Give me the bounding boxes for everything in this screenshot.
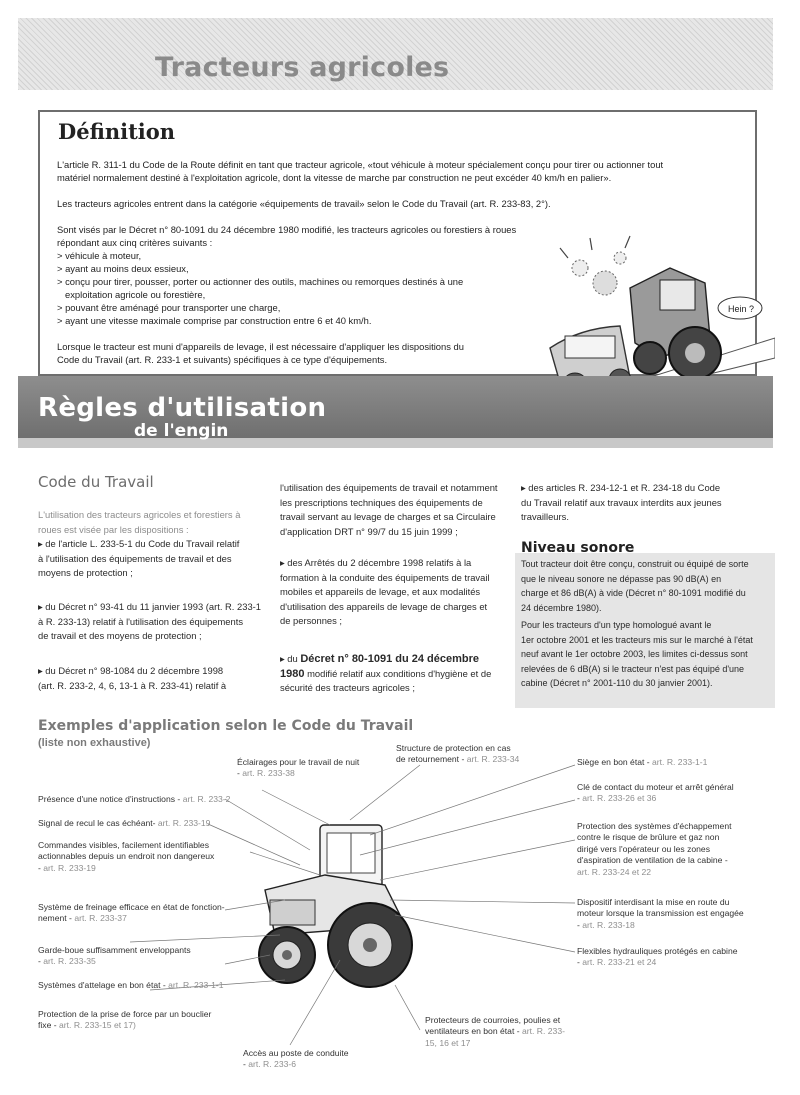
label-signal-recul: Signal de recul le cas échéant- art. R. 233-19 [38, 818, 211, 828]
col2-paragraph-3: ▸ du Décret n° 80-1091 du 24 décembre 1980 modifié relatif aux conditions d'hygiène et de sécurité des tracteurs agricoles ; [280, 653, 492, 694]
label-notice-instructions: Présence d'une notice d'instructions - art. R. 233-2 [38, 794, 231, 804]
definition-paragraph-3: Sont visés par le Décret n° 80-1091 du 24 décembre 1980 modifié, les tracteurs agricoles ou forestiers à roues répondant aux cinq critères suivants : > véhicule à moteur, > ayant au moins deux essieux, > conçu pour tirer, pousser, porter ou actionner des outils, machines ou remorques destinés à une exploitation agricole ou forestière, > pouvant être aménagé pour transporter une charge, > ayant une vitesse maximale comprise par construction entre 6 et 40 km/h. [57, 224, 517, 326]
label-acces-poste: Accès au poste de conduite - art. R. 233-6 [243, 1048, 349, 1070]
label-structure-protection: Structure de protection en cas de retournement - art. R. 233-34 [396, 743, 520, 765]
page-title: Tracteurs agricoles [155, 52, 450, 83]
label-echappement: Protection des systèmes d'échappement contre le risque de brûlure et gaz non dirigé vers l'opérateur ou les zones d'aspiration de ventilation de la cabine - art. R. 233-24 et 22 [577, 821, 732, 877]
col1-intro: L'utilisation des tracteurs agricoles et forestiers à roues est visée par les dispositions : [38, 509, 241, 535]
examples-title: Exemples d'application selon le Code du Travail [38, 718, 414, 734]
col1-bullet-1: ▸ de l'article L. 233-5-1 du Code du Travail relatif à l'utilisation des équipements de travail et des moyens de protection ; [38, 538, 240, 579]
rules-title: Règles d'utilisation [38, 393, 327, 423]
label-attelage: Systèmes d'attelage en bon état - art. R. 233-1-1 [38, 980, 224, 990]
rules-subtitle: de l'engin [134, 421, 229, 441]
examples-subtitle: (liste non exhaustive) [38, 737, 151, 749]
definition-paragraph-2: Les tracteurs agricoles entrent dans la catégorie «équipements de travail» selon le Code du Travail (art. R. 233-83, 2°). [57, 198, 551, 209]
label-prise-de-force: Protection de la prise de force par un bouclier fixe - art. R. 233-15 et 17) [38, 1009, 212, 1031]
col1-bullet-2: ▸ du Décret n° 93-41 du 11 janvier 1993 (art. R. 233-1 à R. 233-13) relatif à l'utilisation des équipements de travail et des moyens de protection ; [38, 601, 261, 642]
cartoon-speech-bubble: Hein ? [728, 304, 755, 314]
label-siege: Siège en bon état - art. R. 233-1-1 [577, 757, 708, 767]
rules-banner-stripe [18, 438, 773, 448]
label-commandes: Commandes visibles, facilement identifiables actionnables depuis un endroit non dangereux - art. R. 233-19 [38, 840, 215, 873]
code-du-travail-heading: Code du Travail [38, 473, 154, 491]
col1-bullet-3: ▸ du Décret n° 98-1084 du 2 décembre 1998 (art. R. 233-2, 4, 6, 13-1 à R. 233-41) relatif à [38, 665, 227, 691]
noise-paragraph-2: Pour les tracteurs d'un type homologué avant le 1er octobre 2001 et les tracteurs mis sur le marché à l'état neuf avant le 1er octobre 2003, les limites ci-dessus sont relevées de 6 dB(A) si le tracteur n'est pas équipé d'une cabine (Décret n° 2001-110 du 30 janvier 2001). [521, 620, 753, 689]
label-eclairages: Éclairages pour le travail de nuit - art. R. 233-38 [237, 757, 360, 779]
col2-paragraph-2: ▸ des Arrêtés du 2 décembre 1998 relatifs à la formation à la conduite des équipements de travail mobiles et appareils de levage, et aux modalités d'utilisation des appareils de levage de charges et de personnes ; [280, 557, 490, 627]
label-protecteurs-courroies: Protecteurs de courroies, poulies et ventilateurs en bon état - art. R. 233- 15, 16 et 17 [425, 1015, 565, 1048]
label-flexibles: Flexibles hydrauliques protégés en cabine - art. R. 233-21 et 24 [577, 946, 738, 968]
label-freinage: Système de freinage efficace en état de fonction- nement - art. R. 233-37 [38, 902, 225, 924]
definition-title: Définition [58, 119, 176, 144]
col2-paragraph-1: l'utilisation des équipements de travail et notamment les prescriptions techniques des équipements de travail servant au levage de charges et sa Circulaire d'application DRT n° 99/7 du 15 juin 1999 ; [280, 482, 498, 537]
definition-paragraph-4: Lorsque le tracteur est muni d'appareils de levage, il est nécessaire d'appliquer les dispositions du Code du Travail (art. R. 233-1 et suivants) spécifiques à ce type d'équipements. [57, 341, 464, 365]
label-cle-contact: Clé de contact du moteur et arrêt général - art. R. 233-26 et 36 [577, 782, 734, 804]
col3-paragraph-1: ▸ des articles R. 234-12-1 et R. 234-18 du Code du Travail relatif aux travaux interdits aux jeunes travailleurs. [521, 482, 722, 523]
noise-paragraph-1: Tout tracteur doit être conçu, construit ou équipé de sorte que le niveau sonore ne dépasse pas 90 dB(A) en charge et 86 dB(A) à vide (Décret n° 80-1091 modifié du 24 décembre 1980). [521, 559, 749, 613]
definition-paragraph-1: L'article R. 311-1 du Code de la Route définit en tant que tracteur agricole, «tout véhicule à moteur spécialement conçu pour tirer ou actionner tout matériel normalement destiné à l'exploitation agricole, dont la vitesse de marche par construction ne peut excéder 40 km/h en palier». [57, 159, 664, 183]
label-garde-boue: Garde-boue suffisamment enveloppants - art. R. 233-35 [38, 945, 191, 967]
noise-level-title: Niveau sonore [521, 540, 635, 556]
label-dispositif-mise-en-route: Dispositif interdisant la mise en route du moteur lorsque la transmission est engagée - art. R. 233-18 [577, 897, 744, 930]
